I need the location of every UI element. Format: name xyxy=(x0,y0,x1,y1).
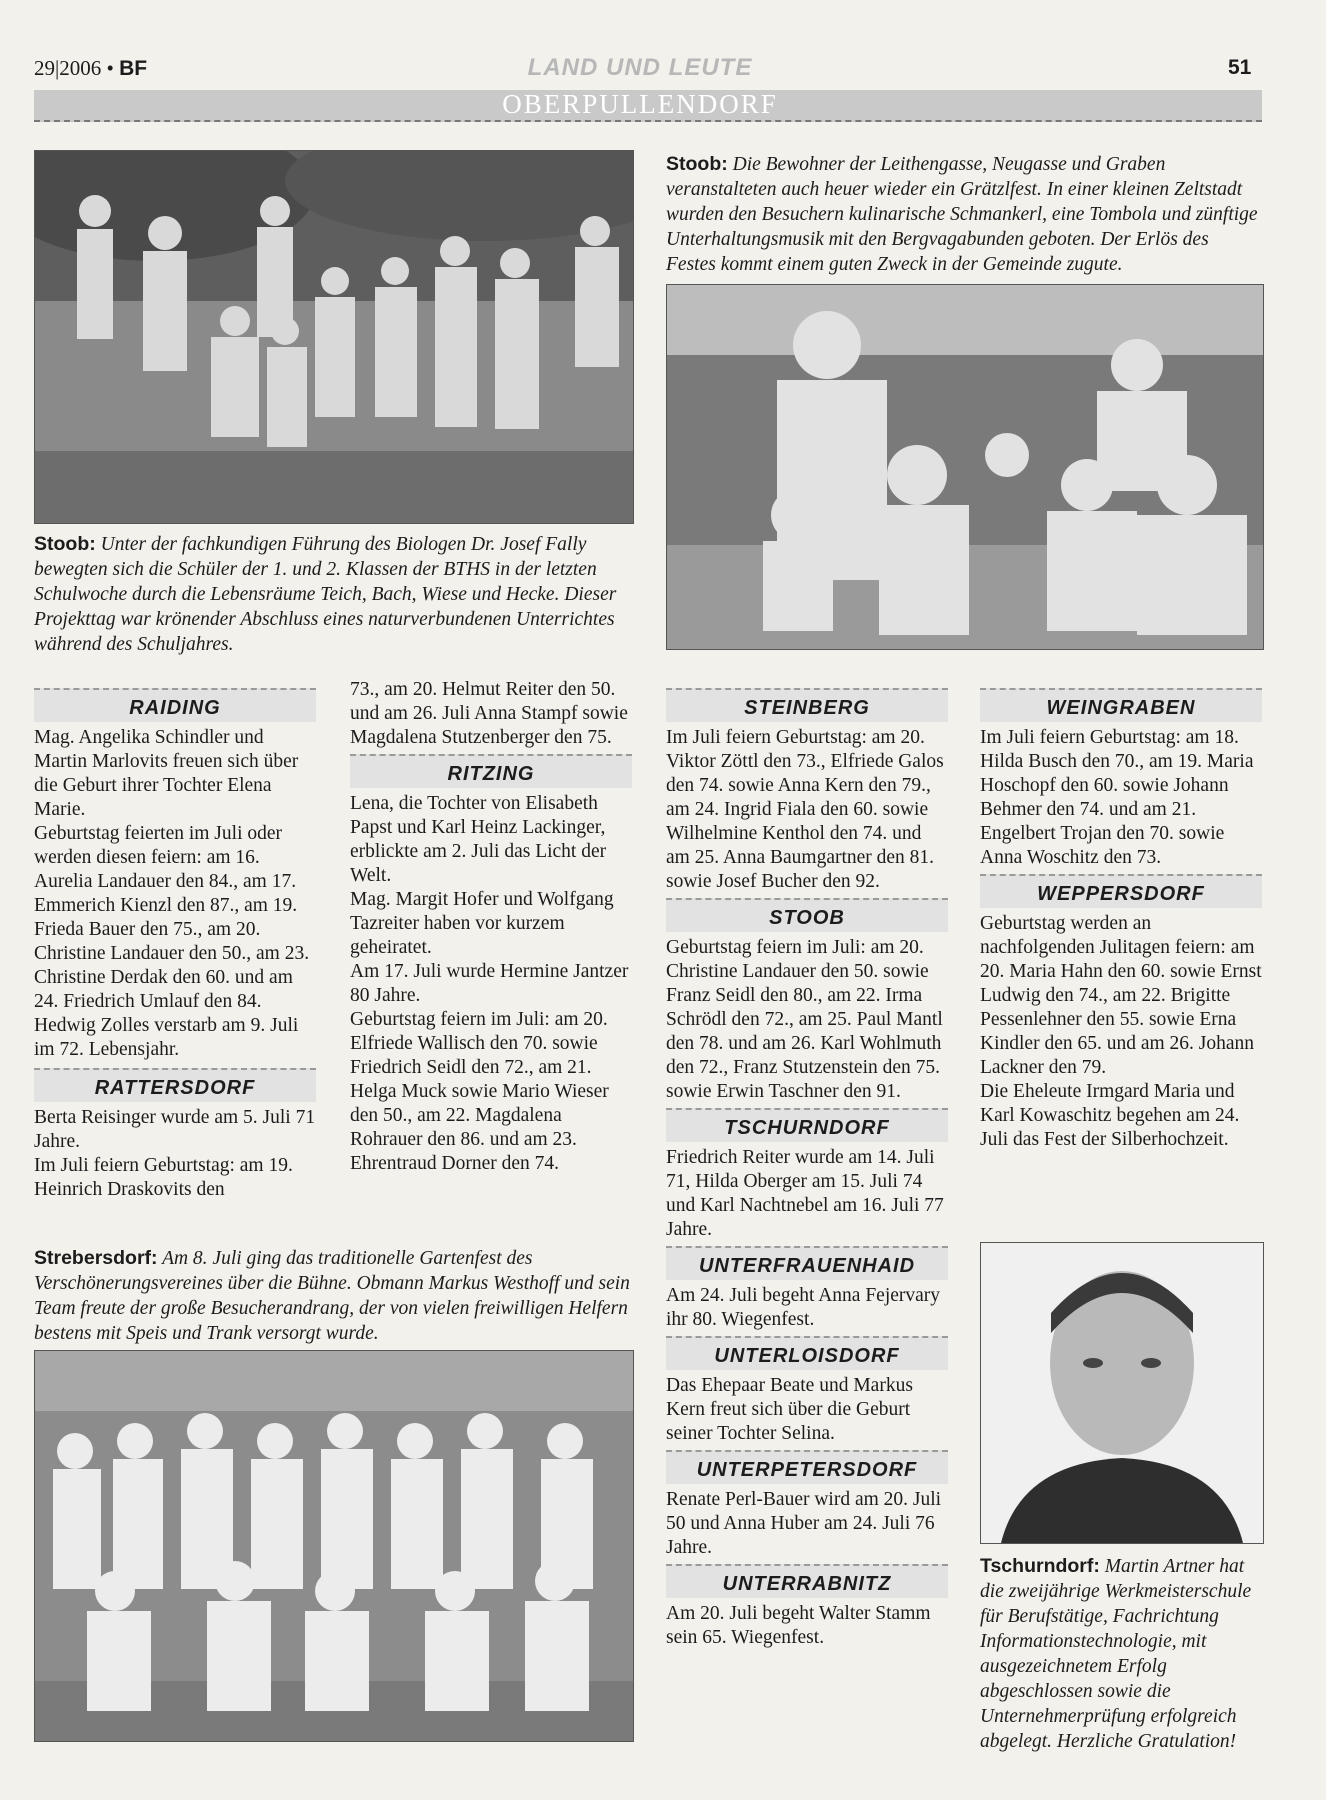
column-1 xyxy=(34,684,316,1202)
photo-portrait-martin-artner xyxy=(980,1242,1264,1544)
section-title-unterfrauenhaid: UNTERFRAUENHAID xyxy=(666,1246,948,1280)
photo-graetzlfest xyxy=(666,284,1264,650)
region-title: OBERPULLENDORF xyxy=(502,89,778,119)
ritzing-text-3: Am 17. Juli wurde Hermine Jantzer 80 Jahre. xyxy=(350,961,629,1006)
section-title-unterrabnitz: UNTERRABNITZ xyxy=(666,1564,948,1598)
section-title-ritzing: RITZING xyxy=(350,754,632,788)
steinberg-text-1: Im Juli feiern Geburtstag: am 20. Viktor Zöttl den 73., Elfriede Galos den 74. sowie Anna Kern den 79., am 24. Ingrid Fiala den 60. sowie Wilhelmine Kenthol den 74. und am 25. Anna Baumgartner den 81. sowie Josef Bucher den 92. xyxy=(666,727,944,892)
weppersdorf-text-1: Geburtstag werden an nachfolgenden Julitagen feiern: am 20. Maria Hahn den 60. sowie Ernst Ludwig den 74., am 22. Brigitte Pessenlehner den 55. sowie Erna Kindler den 65. und am 26. Johann Lackner den 79. xyxy=(980,913,1262,1078)
weingraben-text-1: Im Juli feiern Geburtstag: am 18. Hilda Busch den 70., am 19. Maria Hoschopf den 60. sowie Johann Behmer den 74. und am 21. Engelbert Trojan den 70. sowie Anna Woschitz den 73. xyxy=(980,727,1254,868)
caption-stoob-school: Stoob: Unter der fachkundigen Führung des Biologen Dr. Josef Fally bewegten sich die Schüler der 1. und 2. Klassen der BTHS in der letzten Schulwoche durch die Lebensräume Teich, Bach, Wiese und Hecke. Dieser Projekttag war krönender Abschluss eines naturverbundenen Unterrichtes während des Schuljahres. xyxy=(34,533,617,655)
section-title: LAND UND LEUTE xyxy=(527,54,753,81)
section-title-unterpetersdorf: UNTERPETERSDORF xyxy=(666,1450,948,1484)
raiding-text-2: Geburtstag feierten im Juli oder werden diesen feiern: am 16. Aurelia Landauer den 84., am 17. Emmerich Kienzl den 87., am 19. Frieda Bauer den 75., am 20. Christine Landauer den 50., am 23. Christine Derdak den 60. und am 24. Friedrich Umlauf den 84. xyxy=(34,823,310,1012)
issue-label: 29|2006 • BF xyxy=(34,56,148,80)
section-title-weingraben: WEINGRABEN xyxy=(980,688,1262,722)
rattersdorf-text-continued: 73., am 20. Helmut Reiter den 50. und am 26. Juli Anna Stampf sowie Magdalena Stutzenberger den 75. xyxy=(350,679,628,748)
raiding-text-1: Mag. Angelika Schindler und Martin Marlovits freuen sich über die Geburt ihrer Tochter Elena Marie. xyxy=(34,727,299,820)
column-4 xyxy=(980,684,1262,1152)
brand-label: BF xyxy=(119,57,148,80)
ritzing-text-4: Geburtstag feiern im Juli: am 20. Elfriede Wallisch den 70. sowie Friedrich Seidl den 72., am 21. Helga Muck sowie Mario Wieser den 50., am 22. Magdalena Rohrauer den 86. und am 23. Ehrentraud Dorner den 74. xyxy=(350,1009,609,1174)
section-title-stoob: STOOB xyxy=(666,898,948,932)
caption-strebersdorf: Strebersdorf: Am 8. Juli ging das traditionelle Gartenfest des Verschönerungsvereines über die Bühne. Obmann Markus Westhoff und sein Team freute der große Besucherandrang, der von vielen freiwilligen Helfern bestens mit Speis und Trank versorgt wurde. xyxy=(34,1247,630,1344)
column-2 xyxy=(350,678,632,1176)
raiding-text-3: Hedwig Zolles verstarb am 9. Juli im 72. Lebensjahr. xyxy=(34,1015,299,1060)
section-title-rattersdorf: RATTERSDORF xyxy=(34,1068,316,1102)
section-title-weppersdorf: WEPPERSDORF xyxy=(980,874,1262,908)
caption-stoob-fest: Stoob: Die Bewohner der Leithengasse, Neugasse und Graben veranstalteten auch heuer wieder ein Grätzlfest. In einer kleinen Zeltstadt wurden den Besuchern kulinarische Schmankerl, eine Tombola und zünftige Unterhaltungsmusik mit den Bergvagabunden geboten. Der Erlös des Festes kommt einem guten Zweck in der Gemeinde zugute. xyxy=(666,153,1258,275)
photo-strebersdorf-group xyxy=(34,1350,634,1742)
rattersdorf-text-2: Im Juli feiern Geburtstag: am 19. Heinrich Draskovits den xyxy=(34,1155,293,1200)
unterpetersdorf-text-1: Renate Perl-Bauer wird am 20. Juli 50 und Anna Huber am 24. Juli 76 Jahre. xyxy=(666,1489,942,1558)
ritzing-text-2: Mag. Margit Hofer und Wolfgang Tazreiter haben vor kurzem geheiratet. xyxy=(350,889,614,958)
unterfrauenhaid-text-1: Am 24. Juli begeht Anna Fejervary ihr 80. Wiegenfest. xyxy=(666,1285,941,1330)
column-3 xyxy=(666,684,948,1650)
section-title-unterloisdorf: UNTERLOISDORF xyxy=(666,1336,948,1370)
rattersdorf-text-1: Berta Reisinger wurde am 5. Juli 71 Jahre. xyxy=(34,1107,316,1152)
unterrabnitz-text-1: Am 20. Juli begeht Walter Stamm sein 65. Wiegenfest. xyxy=(666,1603,931,1648)
section-title-raiding: RAIDING xyxy=(34,688,316,722)
weppersdorf-text-2: Die Eheleute Irmgard Maria und Karl Kowaschitz begehen am 24. Juli das Fest der Silberhochzeit. xyxy=(980,1081,1240,1150)
page-number: 51 xyxy=(1228,56,1252,79)
tschurndorf-text-1: Friedrich Reiter wurde am 14. Juli 71, Hilda Oberger am 15. Juli 74 und Karl Nachtnebel am 16. Juli 77 Jahre. xyxy=(666,1147,944,1240)
stoob-text-1: Geburtstag feiern im Juli: am 20. Christine Landauer den 50. sowie Franz Seidl den 80., am 22. Irma Schrödl den 72., am 25. Paul Mantl den 78. und am 26. Karl Wohlmuth den 72., Franz Stutzenstein den 75. sowie Erwin Taschner den 91. xyxy=(666,937,943,1102)
ritzing-text-1: Lena, die Tochter von Elisabeth Papst und Karl Heinz Lackinger, erblickte am 2. Juli das Licht der Welt. xyxy=(350,793,607,886)
section-title-steinberg: STEINBERG xyxy=(666,688,948,722)
unterloisdorf-text-1: Das Ehepaar Beate und Markus Kern freut sich über die Geburt seiner Tochter Selina. xyxy=(666,1375,913,1444)
caption-tschurndorf: Tschurndorf: Martin Artner hat die zweijährige Werkmeisterschule für Berufstätige, Fachrichtung Informationstechnologie, mit ausgezeichnetem Erfolg abgeschlossen sowie die Unternehmerprüfung erfolgreich abgelegt. Herzliche Gratulation! xyxy=(980,1555,1252,1752)
section-title-tschurndorf: TSCHURNDORF xyxy=(666,1108,948,1142)
photo-schoolchildren xyxy=(34,150,634,524)
